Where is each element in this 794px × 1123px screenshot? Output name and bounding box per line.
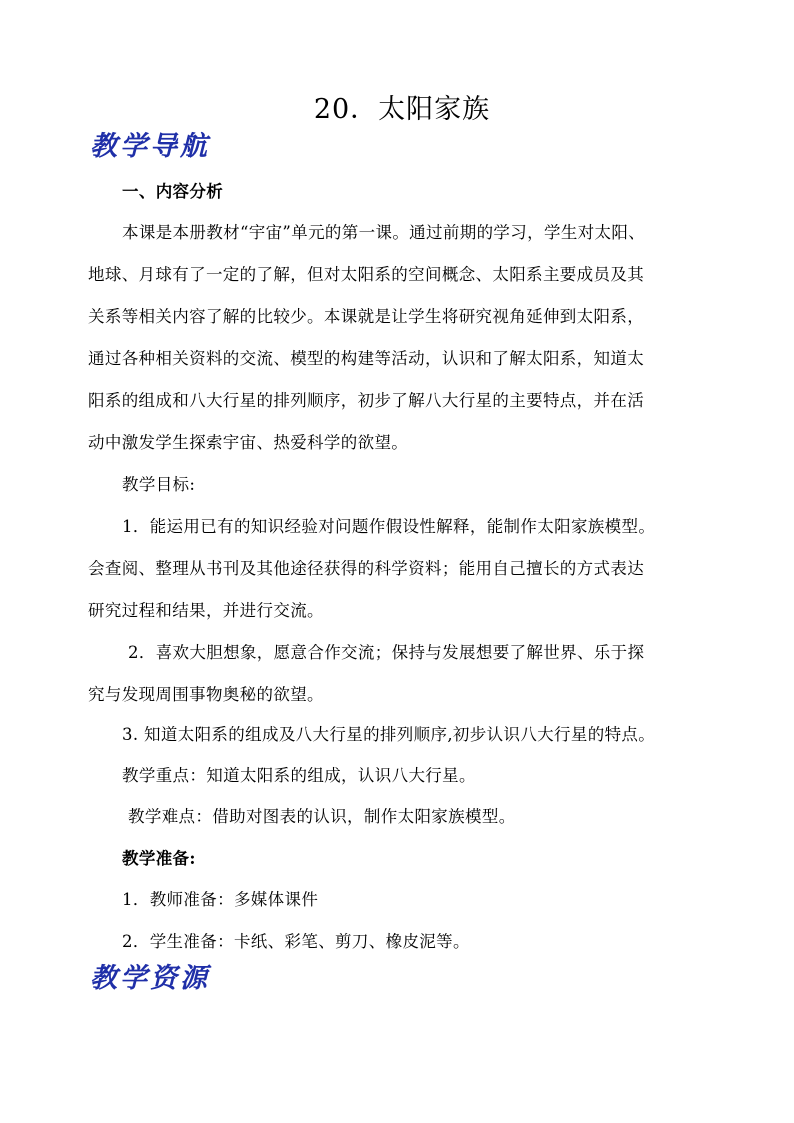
- heading-teaching-resources: 教学资源: [90, 963, 210, 994]
- objective-item-1: 1．能运用已有的知识经验对问题作假设性解释，能制作太阳家族模型。: [122, 517, 656, 536]
- paragraph-line: 本课是本册教材“宇宙”单元的第一课。通过前期的学习，学生对太阳、: [122, 223, 646, 242]
- objective-item-1-cont: 会查阅、整理从书刊及其他途径获得的科学资料；能用自己擅长的方式表达: [88, 559, 645, 578]
- preparation-student: 2．学生准备：卡纸、彩笔、剪刀、橡皮泥等。: [122, 932, 470, 951]
- paragraph-line: 动中激发学生探索宇宙、热爱科学的欲望。: [88, 433, 409, 452]
- paragraph-line: 关系等相关内容了解的比较少。本课就是让学生将研究视角延伸到太阳系，: [88, 307, 645, 326]
- preparation-heading: 教学准备:: [122, 849, 196, 868]
- lesson-title: 20．太阳家族: [313, 94, 491, 125]
- content-analysis-heading: 一、内容分析: [122, 182, 224, 201]
- paragraph-line: 阳系的组成和八大行星的排列顺序，初步了解八大行星的主要特点，并在活: [88, 391, 645, 410]
- objective-item-1-cont: 研究过程和结果，并进行交流。: [88, 601, 324, 620]
- difficulty: 教学难点：借助对图表的认识，制作太阳家族模型。: [128, 807, 516, 826]
- objectives-heading: 教学目标:: [122, 475, 196, 494]
- objective-item-2: 2．喜欢大胆想象，愿意合作交流；保持与发展想要了解世界、乐于探: [128, 643, 645, 662]
- preparation-teacher: 1．教师准备：多媒体课件: [122, 890, 319, 909]
- heading-teaching-navigation: 教学导航: [90, 131, 210, 162]
- paragraph-line: 通过各种相关资料的交流、模型的构建等活动，认识和了解太阳系，知道太: [88, 349, 645, 368]
- key-point: 教学重点：知道太阳系的组成，认识八大行星。: [122, 766, 476, 785]
- objective-item-3: 3. 知道太阳系的组成及八大行星的排列顺序,初步认识八大行星的特点。: [122, 725, 656, 744]
- paragraph-line: 地球、月球有了一定的了解，但对太阳系的空间概念、太阳系主要成员及其: [88, 265, 645, 284]
- objective-item-2-cont: 究与发现周围事物奥秘的欲望。: [88, 685, 324, 704]
